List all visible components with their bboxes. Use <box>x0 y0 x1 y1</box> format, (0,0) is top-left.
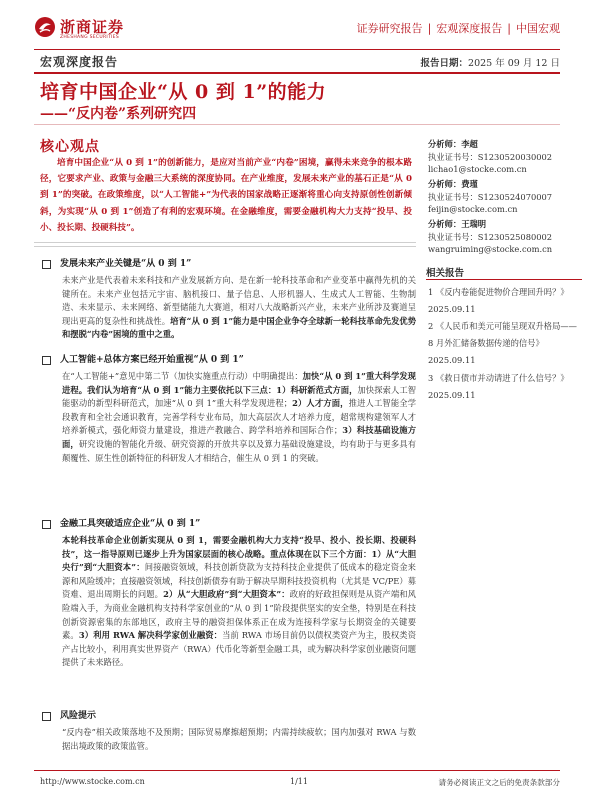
header-divider <box>34 49 560 50</box>
report-date-label: 报告日期： <box>420 58 469 69</box>
checkbox-bullet-icon <box>42 712 51 721</box>
summary-divider <box>34 246 416 247</box>
nav-link-research-report[interactable]: 证券研究报告 <box>356 22 423 35</box>
related-report-item[interactable] <box>428 318 578 369</box>
section-finance-tools <box>40 518 416 670</box>
section-body-text: “反内卷”相关政策落地不及预期；国际贸易摩擦超预期；内需持续疲软；国内加强对 RWA 与数据出境政策的政策监管。 <box>62 727 416 751</box>
related-divider <box>426 279 582 280</box>
item-text: 研究设施的智能化升级、研究资源的开放共享以及算力基础设施建设，均有助于与更多具有颠覆性、原生性创新特征的科研发人才相结合，催生从 0 到 1 的突破。 <box>62 438 416 463</box>
item-text: 当前 RWA 市场目前仍以债权类资产为主，股权类资产占比较小，利用真实世界资产（RWA）代币化等新型金融工具，或为解决科学家创业融资问题提供了未来路径。 <box>62 630 416 668</box>
section-intro-highlight: 加快“从 0 到 1”重大科学发现进程。我们认为培育“从 0 到 1”能力主要依托以下三点： <box>62 371 416 395</box>
analyst-label: 分析师： <box>428 139 462 149</box>
logo-mark-icon <box>34 16 56 38</box>
subtitle-divider <box>34 124 560 125</box>
analyst-email[interactable]: lichao1@stocke.com.cn <box>428 164 527 174</box>
company-logo <box>34 14 134 46</box>
analyst-label: 分析师： <box>428 219 462 229</box>
page-title: 培育中国企业“从 0 到 1”的能力 <box>40 81 327 103</box>
checkbox-bullet-icon <box>42 260 51 269</box>
section-body <box>40 274 416 342</box>
core-summary: 培育中国企业“从 0 到 1”的创新能力，是应对当前产业“内卷”困境，赢得未来竞争的根本路径，它要求产业、政策与金融三大系统的深度协同。在产业维度，发展未来产业的基石正是“从 0 到 1”的突破。在政策维度，以“人工智能+”为代表的国家战略正逐渐将重心向支持原创性创新倾斜，为实现“从 0 到 1”创造了有利的宏观环境。在金融维度，需要金融机构大力支持“投早、投小、投长期、投硬科技”。 <box>40 158 412 233</box>
footer-disclaimer: 请务必阅读正文之后的免责条款部分 <box>438 778 560 787</box>
related-reports-heading: 相关报告 <box>426 268 465 279</box>
item-label: 1）科研新范式方面， <box>276 384 358 395</box>
analyst-card <box>428 138 578 176</box>
section-title-text: 人工智能+总体方案已经开始重视“从 0 到 1” <box>60 355 244 365</box>
item-label: 1）从“大胆央行”到“大胆资本”： <box>62 548 416 573</box>
section-body <box>40 726 416 753</box>
nav-link-china-macro[interactable]: 中国宏观 <box>516 22 560 35</box>
analyst-card <box>428 178 578 216</box>
item-text: 间接融资领域，科技创新贷款为支持科技企业提供了低成本的稳定资金来源和风险缓冲；直接融资领域，科技创新债券有助于解决早期科技投资机构（尤其是 VC/PE）募资难、退出周期长的问题。 <box>62 562 416 600</box>
nav-link-macro-deep[interactable]: 宏观深度报告 <box>436 22 503 35</box>
section-title-text: 金融工具突破适应企业“从 0 到 1” <box>60 519 201 529</box>
section-future-industry <box>40 258 416 342</box>
section-title <box>40 710 416 723</box>
item-text: 推进人工智能全学段教育和全社会通识教育，完善学科专业布局，加大高层次人才培养力度，超常规构建领军人才培养新模式，强化师资力量建设，推进产教融合、跨学科培养和国际合作； <box>62 398 416 436</box>
analyst-email[interactable]: feijin@stocke.com.cn <box>428 204 518 214</box>
analyst-name-text: 费瑾 <box>461 179 478 189</box>
related-report-title[interactable]: 3 《救日债市并动请进了什么信号？》 <box>428 373 569 383</box>
item-label: 2）人才方面， <box>292 398 349 409</box>
related-report-date: 2025.09.11 <box>428 355 476 365</box>
related-report-item[interactable] <box>428 284 578 318</box>
item-text: 加快探索人工智能驱动的新型科研范式，加速“从 0 到 1”重大科学发现进程； <box>62 384 416 409</box>
section-body <box>40 370 416 465</box>
summary-divider <box>34 242 416 243</box>
section-intro-highlight: 本轮科技革命企业创新实现从 0 到 1，需要金融机构大力支持“投早、投小、投长期、投硬科技”，这一指导原则已逐步上升为国家层面的核心战略。重点体现在以下三个方面： <box>62 535 416 559</box>
checkbox-bullet-icon <box>42 520 51 529</box>
related-report-date: 2025.09.11 <box>428 304 476 314</box>
report-type: 宏观深度报告 <box>40 55 119 69</box>
analyst-name-text: 李超 <box>461 139 478 149</box>
page-subtitle: ——“反内卷”系列研究四 <box>40 106 197 122</box>
title-divider <box>34 72 560 74</box>
core-heading: 核心观点 <box>40 139 100 155</box>
report-date-value: 2025 年 09 月 12 日 <box>468 58 560 69</box>
section-body-text: 未来产业是代表着未来科技和产业发展新方向、是在新一轮科技革命和产业变革中赢得先机的关键所在。未来产业包括元宇宙、脑机接口、量子信息、人形机器人、生成式人工智能、生物制造、未来显示、未来网络、新型储能九大赛道，相对八大战略新兴产业，未来产业所涉及赛道呈现出更高的复杂性和挑战性。 <box>62 275 416 326</box>
section-intro: 在“人工智能+”意见中第二节（加快实施重点行动）中明确提出： <box>62 371 303 381</box>
report-date <box>421 55 560 69</box>
footer-divider <box>34 770 560 771</box>
analyst-name <box>428 138 578 151</box>
page-number: 1/11 <box>290 777 308 786</box>
section-risk <box>40 710 416 753</box>
checkbox-bullet-icon <box>42 356 51 365</box>
section-body <box>40 534 416 670</box>
related-report-date: 2025.09.11 <box>428 390 476 400</box>
analyst-name <box>428 178 578 191</box>
analyst-label: 分析师： <box>428 179 462 189</box>
related-report-title[interactable]: 2 《人民币和美元可能呈现双升格局——8 月外汇储备数据传递的信号》 <box>428 321 577 348</box>
analyst-name <box>428 218 578 231</box>
logo-subtext: ZHESHANG SECURITIES <box>60 35 119 40</box>
section-body-highlight: 培育“从 0 到 1”能力是中国企业争夺全球新一轮科技革命先发优势和摆脱“内卷”困境的重中之重。 <box>62 315 416 340</box>
analyst-cert: 执业证书号：S1230525080002 <box>428 231 553 242</box>
section-title-text: 发展未来产业关键是“从 0 到 1” <box>60 259 192 269</box>
top-nav: 证券研究报告 | 宏观深度报告 | 中国宏观 <box>356 22 560 35</box>
analyst-cert: 执业证书号：S1230520030002 <box>428 151 553 162</box>
analyst-name-text: 王瑞明 <box>461 219 487 229</box>
related-report-title[interactable]: 1 《反内卷能促进物价合理回升吗？》 <box>428 287 569 297</box>
item-label: 3）利用 RWA 解决科学家创业融资： <box>78 630 223 641</box>
related-report-item[interactable] <box>428 370 578 404</box>
section-title <box>40 258 416 271</box>
analyst-email[interactable]: wangruiming@stocke.com.cn <box>428 244 553 254</box>
section-title <box>40 518 416 531</box>
item-text: 政府的好政担保则是从资产端和风险端入手，为商业金融机构支持科学家创业的“从 0 到 1”阶段提供坚实的安全垫，特别是在科技创新资源密集的东部地区，政府主导的融资担保体系正在成为连接科学家与长期资金的关键要素。 <box>62 589 416 641</box>
item-label: 2）从“大胆政府”到“大胆资本”： <box>163 589 290 600</box>
item-label: 3）科技基础设施方面， <box>62 425 416 449</box>
analyst-card <box>428 218 578 256</box>
section-title <box>40 354 416 367</box>
logo-text: 浙商证券 <box>60 18 125 36</box>
footer-url[interactable]: http://www.stocke.com.cn <box>40 777 145 786</box>
section-title-text: 风险提示 <box>60 711 97 721</box>
section-ai-plus <box>40 354 416 465</box>
analyst-cert: 执业证书号：S1230524070007 <box>428 191 553 202</box>
